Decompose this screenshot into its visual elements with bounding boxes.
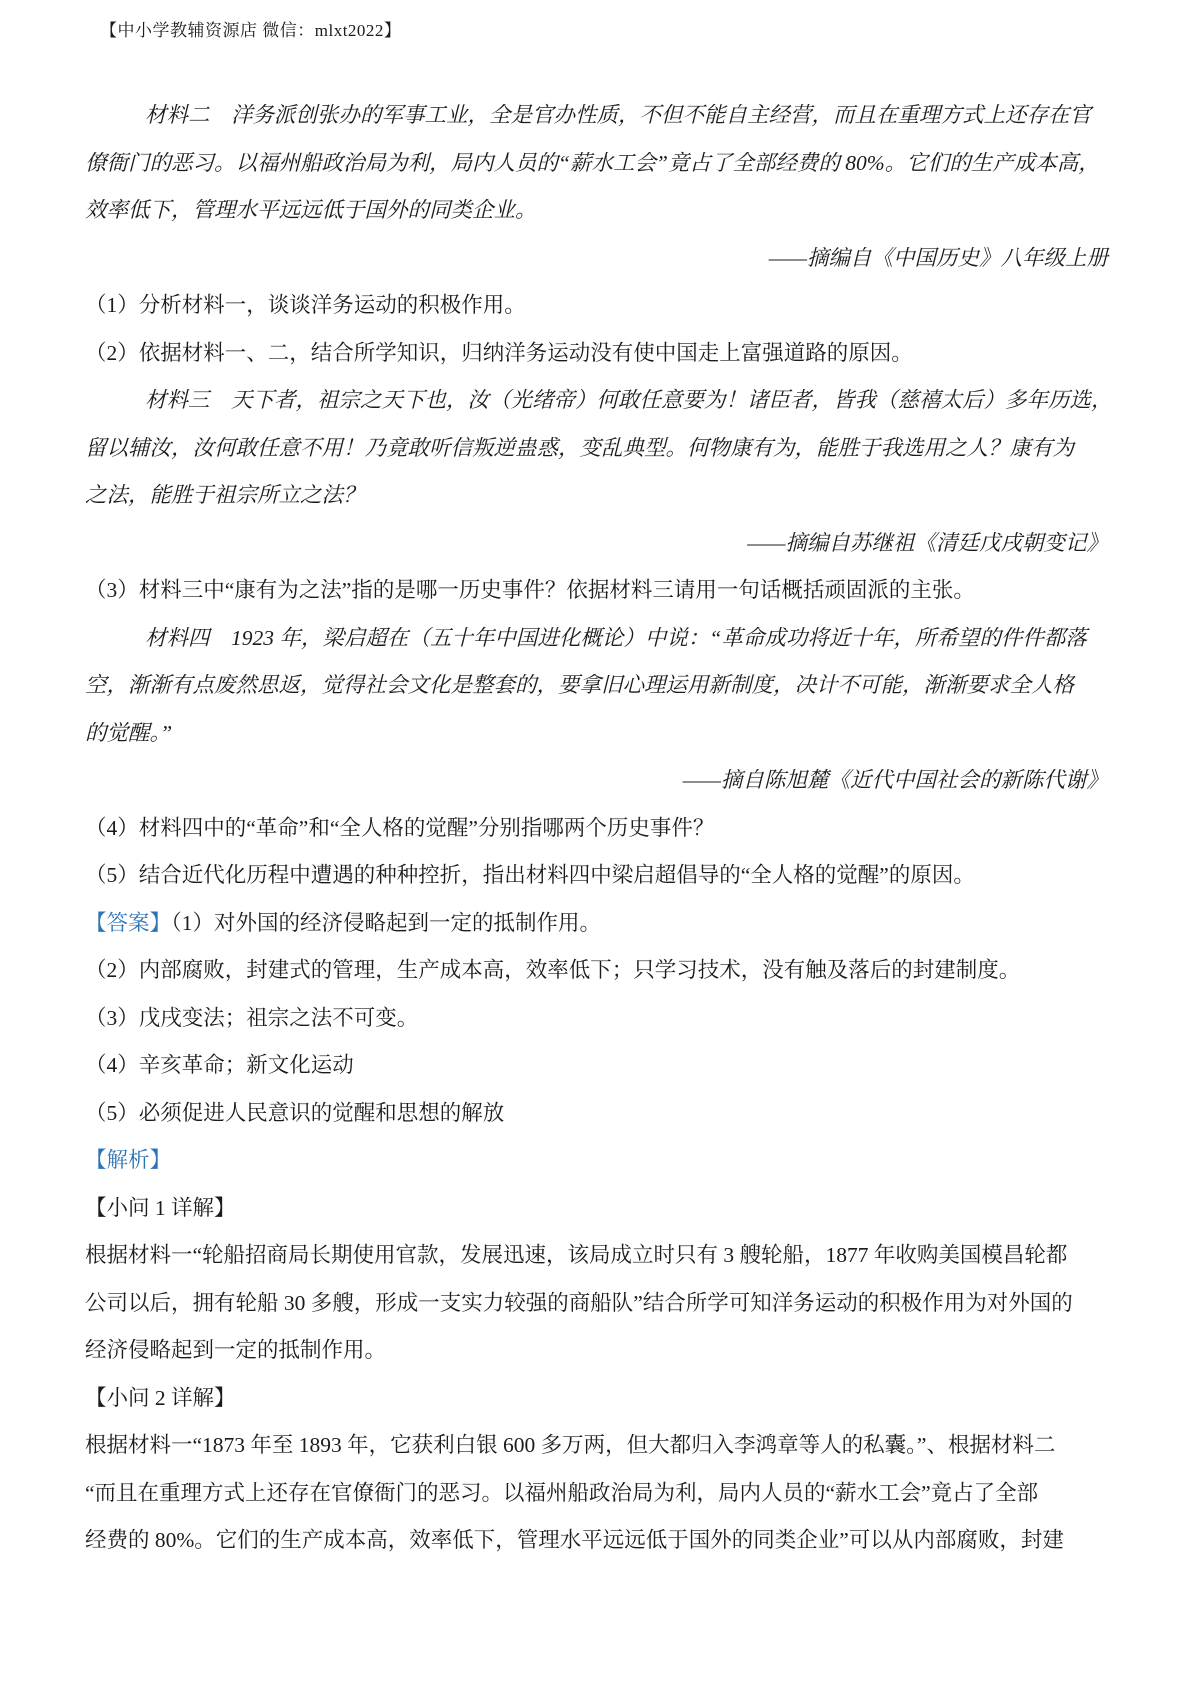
- answer-line-2: （2）内部腐败，封建式的管理，生产成本高，效率低下；只学习技术，没有触及落后的封建制度。: [85, 958, 1021, 982]
- material-4-line: 的觉醒。”: [85, 720, 173, 745]
- answer-line-3: （3）戊戌变法；祖宗之法不可变。: [85, 1005, 419, 1030]
- material-3-line: 材料三 天下者，祖宗之天下也，汝（光绪帝）何敢任意要为！诸臣者，皆我（慈禧太后）多年历选，: [145, 388, 1113, 412]
- analysis-label: 【解析】: [85, 1148, 172, 1172]
- subquestion-1-label: 【小问 1 详解】: [85, 1195, 236, 1220]
- answer-label: 【答案】: [85, 910, 172, 935]
- question-2: （2）依据材料一、二，结合所学知识，归纳洋务运动没有使中国走上富强道路的原因。: [85, 340, 913, 365]
- material-4-line: 材料四 1923 年，梁启超在（五十年中国进化概论）中说：“革命成功将近十年，所希望的件件都落: [145, 625, 1087, 650]
- question-1: （1）分析材料一，谈谈洋务运动的积极作用。: [85, 293, 526, 317]
- subquestion-2-label: 【小问 2 详解】: [85, 1385, 236, 1410]
- document-content: [85, 92, 1118, 1565]
- answer-line-4: （4）辛亥革命；新文化运动: [85, 1053, 354, 1077]
- answer-line-5: （5）必须促进人民意识的觉醒和思想的解放: [85, 1100, 505, 1125]
- question-4: （4）材料四中的“革命”和“全人格的觉醒”分别指哪两个历史事件？: [85, 815, 715, 840]
- answer-text: （1）对外国的经济侵略起到一定的抵制作用。: [171, 910, 602, 935]
- analysis-text-line: 公司以后，拥有轮船 30 多艘，形成一支实力较强的商船队”结合所学可知洋务运动的积极作用为对外国的: [85, 1290, 1073, 1315]
- material-4-line: 空，渐渐有点废然思返，觉得社会文化是整套的，要拿旧心理运用新制度，决计不可能，渐渐要求全人格: [85, 673, 1075, 697]
- header-brand: 【中小学教辅资源店 微信：mlxt2022】: [100, 21, 402, 40]
- source-attribution: ——摘编自《中国历史》八年级上册: [768, 245, 1108, 270]
- question-3: （3）材料三中“康有为之法”指的是哪一历史事件？依据材料三请用一句话概括顽固派的主张。: [85, 578, 975, 602]
- question-5: （5）结合近代化历程中遭遇的种种控折，指出材料四中梁启超倡导的“全人格的觉醒”的原因。: [85, 863, 975, 887]
- material-2-line: 僚衙门的恶习。以福州船政治局为利，局内人员的“薪水工会”竟占了全部经费的 80%。它们的生产成本高，: [85, 150, 1100, 175]
- source-attribution: ——摘编自苏继祖《清廷戊戌朝变记》: [747, 530, 1108, 555]
- material-3-line: 留以辅汝，汝何敢任意不用！乃竟敢听信叛逆蛊惑，变乱典型。何物康有为，能胜于我选用之人？康有为: [85, 435, 1075, 460]
- material-2-line: 效率低下，管理水平远远低于国外的同类企业。: [85, 198, 537, 222]
- analysis-text-line: 经济侵略起到一定的抵制作用。: [85, 1338, 387, 1362]
- analysis-text-line: 根据材料一“1873 年至 1893 年，它获利白银 600 多万两，但大都归入李鸿章等人的私囊。”、根据材料二: [85, 1433, 1056, 1457]
- answer-line-1: [85, 900, 1118, 948]
- material-3-line: 之法，能胜于祖宗所立之法？: [85, 483, 365, 507]
- analysis-text-line: 根据材料一“轮船招商局长期使用官款，发展迅速，该局成立时只有 3 艘轮船，1877 年收购美国模昌轮都: [85, 1243, 1068, 1267]
- analysis-text-line: “而且在重理方式上还存在官僚衙门的恶习。以福州船政治局为利，局内人员的“薪水工会”竟占了全部: [85, 1480, 1039, 1505]
- source-attribution: ——摘自陈旭麓《近代中国社会的新陈代谢》: [682, 768, 1108, 792]
- analysis-text-line: 经费的 80%。它们的生产成本高，效率低下，管理水平远远低于国外的同类企业”可以从内部腐败，封建: [85, 1528, 1064, 1552]
- material-2-line: 材料二 洋务派创张办的军事工业，全是官办性质，不但不能自主经营，而且在重理方式上还存在官: [145, 103, 1092, 127]
